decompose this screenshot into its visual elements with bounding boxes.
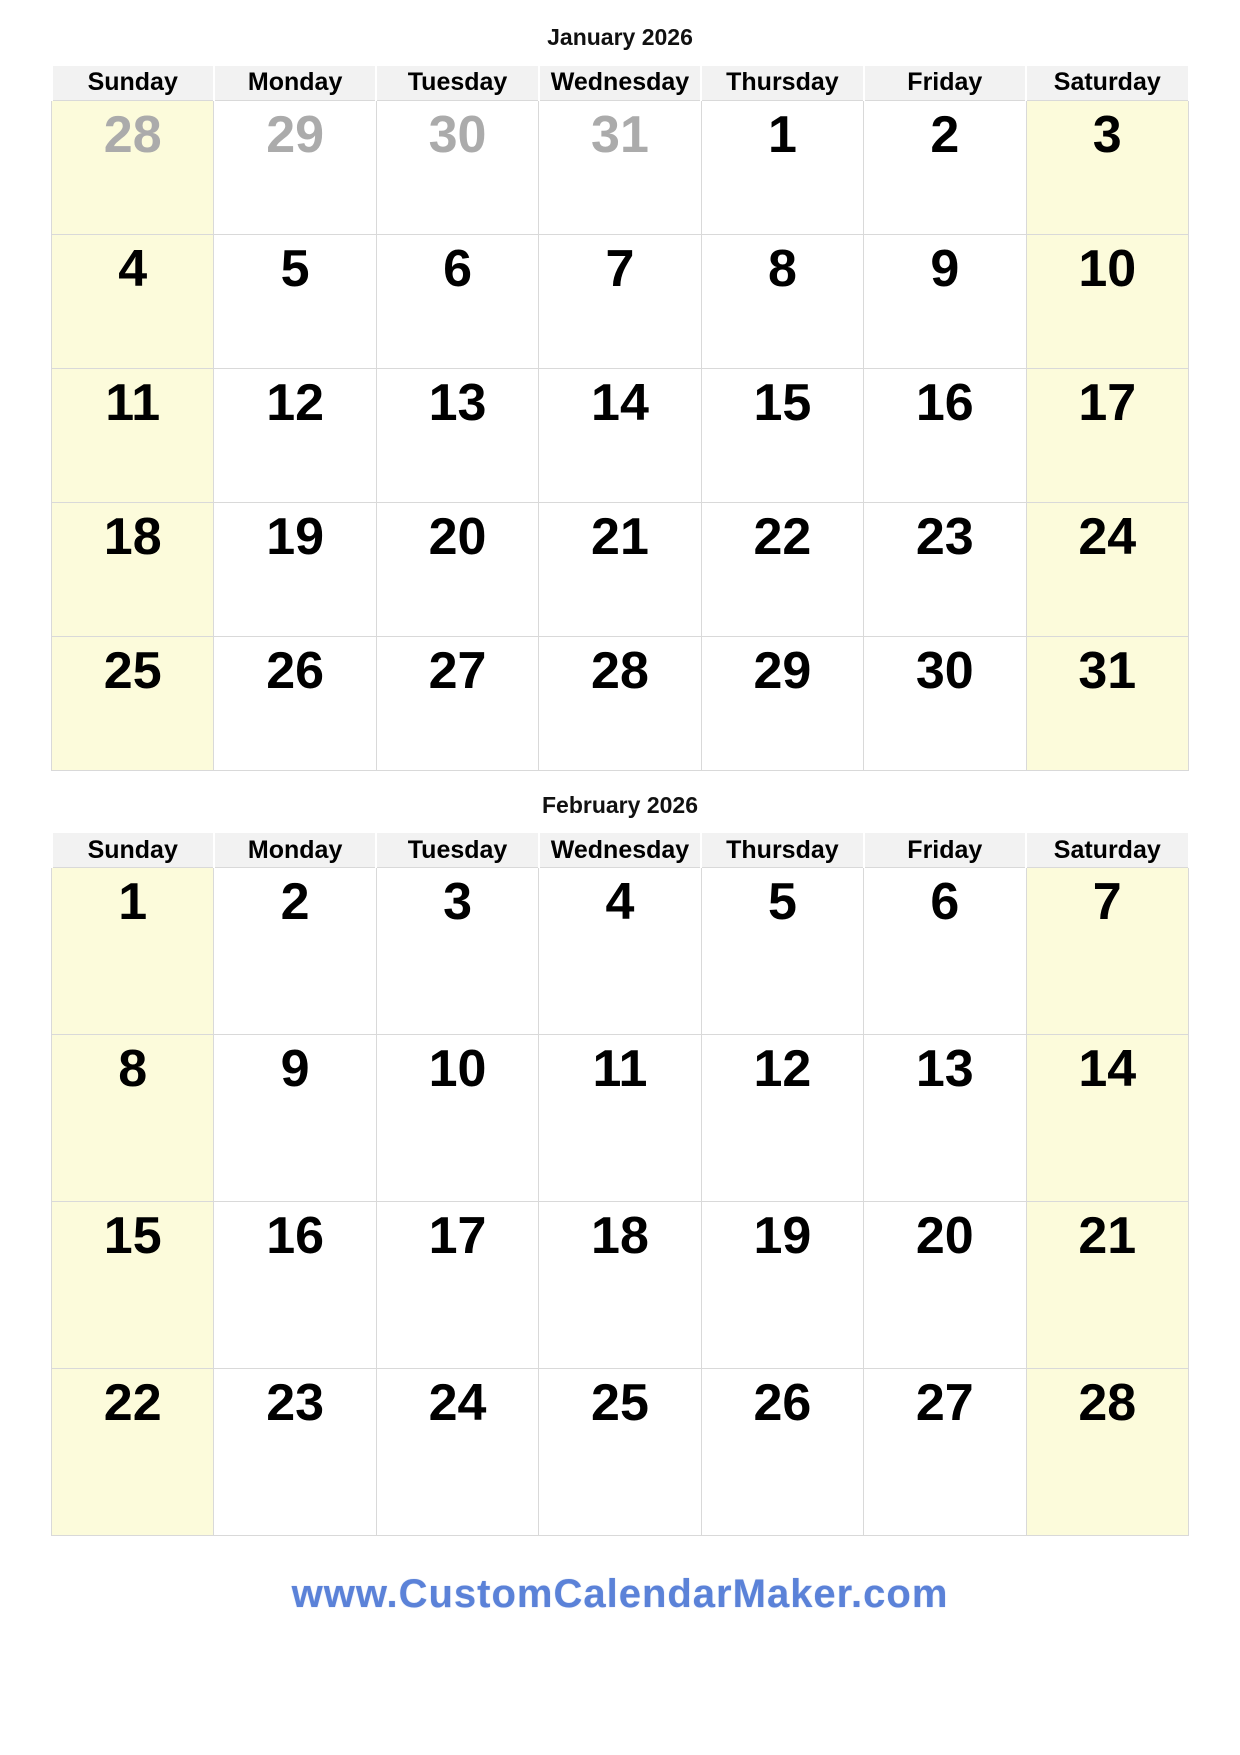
day-cell: 2 (214, 868, 376, 1035)
day-cell: 5 (214, 234, 376, 368)
day-cell: 17 (1026, 368, 1188, 502)
day-cell: 29 (701, 636, 863, 770)
day-cell: 20 (376, 502, 538, 636)
day-cell: 22 (52, 1369, 214, 1536)
week-row (52, 502, 1189, 636)
weekday-header-row (52, 66, 1189, 101)
day-cell: 27 (376, 636, 538, 770)
day-cell: 9 (214, 1035, 376, 1202)
day-cell: 20 (864, 1202, 1026, 1369)
day-cell: 4 (52, 234, 214, 368)
day-cell: 18 (539, 1202, 701, 1369)
day-cell: 12 (701, 1035, 863, 1202)
weekday-header: Wednesday (539, 66, 701, 101)
week-row (52, 1202, 1189, 1369)
calendar-title-january: January 2026 (547, 24, 693, 50)
day-cell: 18 (52, 502, 214, 636)
weekday-header: Saturday (1026, 833, 1188, 868)
day-cell: 1 (52, 868, 214, 1035)
day-cell: 7 (539, 234, 701, 368)
day-cell: 28 (1026, 1369, 1188, 1536)
calendar-title-february: February 2026 (542, 791, 698, 818)
day-cell: 10 (1026, 234, 1188, 368)
day-cell: 23 (214, 1369, 376, 1536)
weekday-header: Thursday (701, 66, 863, 101)
day-cell: 22 (701, 502, 863, 636)
weekday-header: Monday (214, 833, 376, 868)
day-cell: 16 (864, 368, 1026, 502)
day-cell: 24 (1026, 502, 1188, 636)
day-cell: 16 (214, 1202, 376, 1369)
day-cell: 6 (376, 234, 538, 368)
day-cell: 21 (1026, 1202, 1188, 1369)
day-cell: 1 (701, 100, 863, 234)
day-cell: 3 (1026, 100, 1188, 234)
day-cell: 29 (214, 100, 376, 234)
weekday-header: Monday (214, 66, 376, 101)
weekday-header-row (52, 833, 1189, 868)
watermark-link[interactable]: www.CustomCalendarMaker.com (291, 1572, 949, 1617)
week-row (52, 368, 1189, 502)
day-cell: 2 (864, 100, 1026, 234)
weekday-header: Tuesday (376, 66, 538, 101)
day-cell: 30 (864, 636, 1026, 770)
day-cell: 23 (864, 502, 1026, 636)
week-row (52, 234, 1189, 368)
day-cell: 10 (376, 1035, 538, 1202)
calendar-grid-january (51, 66, 1190, 771)
weekday-header: Friday (864, 833, 1026, 868)
day-cell: 24 (376, 1369, 538, 1536)
day-cell: 9 (864, 234, 1026, 368)
day-cell: 31 (1026, 636, 1188, 770)
day-cell: 30 (376, 100, 538, 234)
day-cell: 11 (539, 1035, 701, 1202)
weekday-header-row (52, 833, 1189, 868)
day-cell: 4 (539, 868, 701, 1035)
weekday-header: Sunday (52, 66, 214, 101)
day-cell: 13 (376, 368, 538, 502)
weekday-header-row (52, 66, 1189, 101)
day-cell: 27 (864, 1369, 1026, 1536)
day-cell: 14 (539, 368, 701, 502)
day-cell: 19 (214, 502, 376, 636)
calendar-section-january (0, 0, 1240, 771)
weekday-header: Wednesday (539, 833, 701, 868)
day-cell: 8 (701, 234, 863, 368)
calendar-body (52, 868, 1189, 1536)
day-cell: 26 (214, 636, 376, 770)
calendar-grid-february (51, 833, 1190, 1536)
week-row (52, 868, 1189, 1035)
day-cell: 28 (539, 636, 701, 770)
weekday-header: Thursday (701, 833, 863, 868)
day-cell: 19 (701, 1202, 863, 1369)
week-row (52, 100, 1189, 234)
day-cell: 13 (864, 1035, 1026, 1202)
day-cell: 6 (864, 868, 1026, 1035)
day-cell: 25 (52, 636, 214, 770)
calendar-body (52, 100, 1189, 770)
day-cell: 5 (701, 868, 863, 1035)
day-cell: 7 (1026, 868, 1188, 1035)
day-cell: 26 (701, 1369, 863, 1536)
day-cell: 12 (214, 368, 376, 502)
day-cell: 21 (539, 502, 701, 636)
weekday-header: Sunday (52, 833, 214, 868)
week-row (52, 1369, 1189, 1536)
weekday-header: Tuesday (376, 833, 538, 868)
day-cell: 14 (1026, 1035, 1188, 1202)
weekday-header: Saturday (1026, 66, 1188, 101)
day-cell: 17 (376, 1202, 538, 1369)
week-row (52, 1035, 1189, 1202)
footer (0, 1570, 1240, 1618)
day-cell: 25 (539, 1369, 701, 1536)
day-cell: 8 (52, 1035, 214, 1202)
day-cell: 3 (376, 868, 538, 1035)
calendar-section-february (0, 771, 1240, 1537)
weekday-header: Friday (864, 66, 1026, 101)
day-cell: 28 (52, 100, 214, 234)
day-cell: 11 (52, 368, 214, 502)
day-cell: 31 (539, 100, 701, 234)
day-cell: 15 (52, 1202, 214, 1369)
day-cell: 15 (701, 368, 863, 502)
week-row (52, 636, 1189, 770)
